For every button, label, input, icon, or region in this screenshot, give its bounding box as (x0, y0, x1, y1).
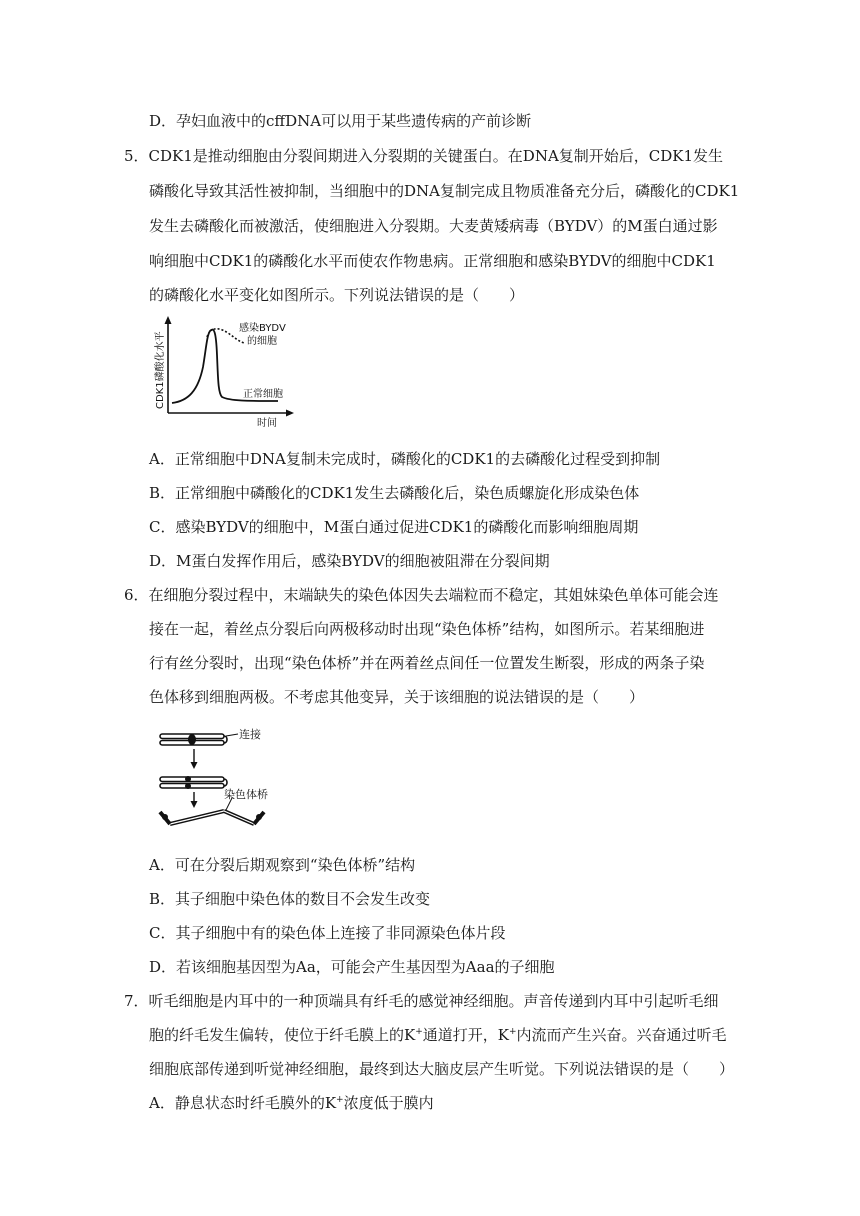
q5-option-b: B．正常细胞中磷酸化的CDK1发生去磷酸化后，染色质螺旋化形成染色体 (149, 484, 640, 502)
y-axis-arrow (165, 316, 172, 324)
q5-option-a: A．正常细胞中DNA复制未完成时，磷酸化的CDK1的去磷酸化过程受到抑制 (149, 450, 661, 468)
q5-option-d: D．M蛋白发挥作用后，感染BYDV的细胞被阻滞在分裂间期 (149, 552, 550, 570)
q7-stem-line-3: 细胞底部传递到听觉神经细胞，最终到达大脑皮层产生听觉。下列说法错误的是（ ） (149, 1060, 735, 1078)
connected-chromatids (160, 734, 227, 745)
connect-label: 连接 (239, 728, 261, 741)
y-axis-label: CDK1磷酸化水平 (155, 331, 166, 409)
q5-stem-line-4: 响细胞中CDK1的磷酸化水平而使农作物患病。正常细胞和感染BYDV的细胞中CDK1 (149, 252, 716, 270)
q6-option-d: D．若该细胞基因型为Aa，可能会产生基因型为Aaa的子细胞 (149, 958, 555, 976)
x-axis-arrow (286, 410, 294, 417)
q5-stem-line-2: 磷酸化导致其活性被抑制，当细胞中的DNA复制完成且物质准备充分后，磷酸化的CDK1 (149, 182, 740, 200)
q7-line2-superscript-2: + (508, 1027, 517, 1037)
q6-stem-line-1: 6．在细胞分裂过程中，末端缺失的染色体因失去端粒而不稳定，其姐妹染色单体可能会连 (124, 586, 719, 604)
q7-option-a-superscript: + (336, 1095, 344, 1105)
infected-cell-label-1: 感染BYDV (239, 323, 286, 334)
arrow-1-head (191, 762, 198, 769)
q6-option-c: C．其子细胞中有的染色体上连接了非同源染色体片段 (149, 924, 506, 942)
q6-option-b: B．其子细胞中染色体的数目不会发生改变 (149, 890, 431, 908)
chromosome-bridge (160, 811, 264, 824)
q5-stem-line-5: 的磷酸化水平变化如图所示。下列说法错误的是（ ） (149, 286, 525, 304)
q6-chromosome-bridge-figure (156, 722, 286, 837)
q6-stem-line-3: 行有丝分裂时，出现“染色体桥”并在两着丝点间任一位置发生断裂，形成的两条子染 (149, 654, 705, 672)
q7-line2-part-c: 内流而产生兴奋。兴奋通过听毛 (516, 1026, 727, 1044)
q7-option-a-part-b: 浓度低于膜内 (343, 1094, 434, 1112)
q7-line2-superscript-1: + (415, 1027, 423, 1037)
q7-option-a (149, 1093, 434, 1113)
q5-stem-line-3: 发生去磷酸化而被激活，使细胞进入分裂期。大麦黄矮病毒（BYDV）的M蛋白通过影 (149, 217, 718, 235)
x-axis-label: 时间 (257, 418, 277, 429)
q7-line2-part-b: 通道打开，K (422, 1026, 509, 1044)
q5-phosphorylation-figure (148, 315, 308, 430)
bridge-label: 染色体桥 (224, 788, 268, 801)
infected-cell-label-2: 的细胞 (247, 336, 277, 347)
q4-option-d: D．孕妇血液中的cffDNA可以用于某些遗传病的产前诊断 (149, 112, 532, 130)
q7-stem-line-2 (149, 1025, 727, 1045)
q6-stem-line-4: 色体移到细胞两极。不考虑其他变异，关于该细胞的说法错误的是（ ） (149, 688, 645, 706)
normal-cell-label: 正常细胞 (243, 389, 283, 400)
q7-stem-line-1: 7．听毛细胞是内耳中的一种顶端具有纤毛的感觉神经细胞。声音传递到内耳中引起听毛细 (124, 992, 719, 1010)
connect-pointer (226, 734, 238, 736)
q6-option-a: A．可在分裂后期观察到“染色体桥”结构 (149, 856, 416, 874)
q6-stem-line-2: 接在一起，着丝点分裂后向两极移动时出现“染色体桥”结构，如图所示。若某细胞进 (149, 620, 705, 638)
split-centromere-chromatids (160, 776, 227, 789)
q7-line2-part-a: 胞的纤毛发生偏转，使位于纤毛膜上的K (149, 1026, 416, 1044)
q7-option-a-part-a: A．静息状态时纤毛膜外的K (149, 1094, 337, 1112)
q5-option-c: C．感染BYDV的细胞中，M蛋白通过促进CDK1的磷酸化而影响细胞周期 (149, 518, 639, 536)
q5-stem-line-1: 5．CDK1是推动细胞由分裂间期进入分裂期的关键蛋白。在DNA复制开始后，CDK1发生 (124, 147, 724, 165)
arrow-2-head (191, 801, 198, 808)
